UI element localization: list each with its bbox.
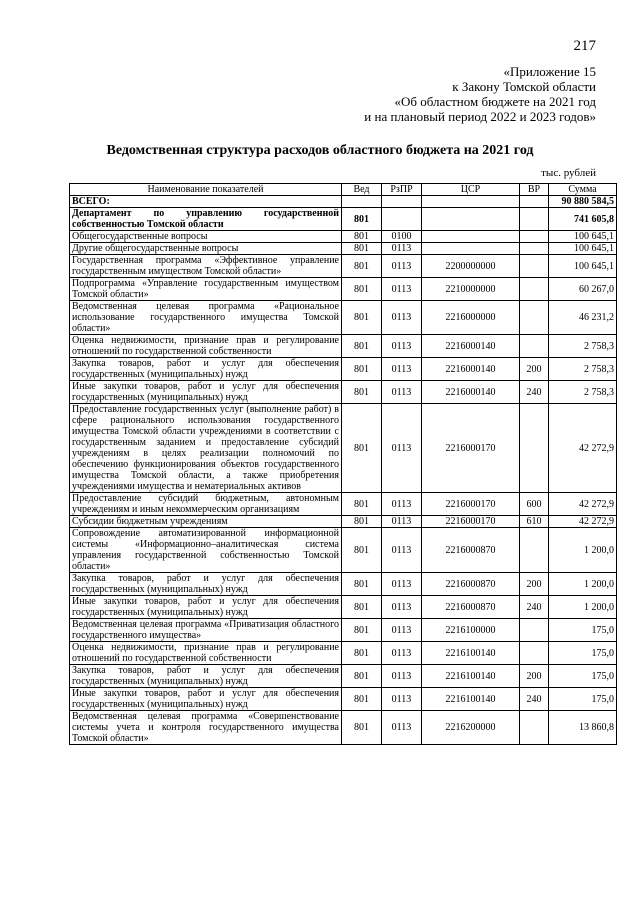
cell-csr: 2216000000 — [422, 301, 520, 335]
cell-ved: 801 — [342, 619, 382, 642]
cell-rzpr: 0113 — [382, 381, 422, 404]
cell-ved: 801 — [342, 208, 382, 231]
cell-rzpr: 0113 — [382, 711, 422, 745]
cell-rzpr: 0113 — [382, 243, 422, 255]
table-row — [70, 335, 617, 358]
cell-ved: 801 — [342, 243, 382, 255]
table-row — [70, 243, 617, 255]
cell-ved: 801 — [342, 688, 382, 711]
cell-vr — [520, 335, 549, 358]
cell-vr — [520, 231, 549, 243]
cell-name: Закупка товаров, работ и услуг для обеспечения государственных (муниципальных) нужд — [70, 358, 342, 381]
cell-ved: 801 — [342, 493, 382, 516]
cell-rzpr: 0113 — [382, 642, 422, 665]
cell-ved: 801 — [342, 301, 382, 335]
cell-csr: 2216000870 — [422, 573, 520, 596]
cell-ved: 801 — [342, 404, 382, 493]
cell-rzpr: 0100 — [382, 231, 422, 243]
cell-rzpr: 0113 — [382, 255, 422, 278]
cell-csr: 2200000000 — [422, 255, 520, 278]
cell-vr: 240 — [520, 596, 549, 619]
cell-name: Общегосударственные вопросы — [70, 231, 342, 243]
cell-vr — [520, 619, 549, 642]
cell-ved: 801 — [342, 278, 382, 301]
cell-ved: 801 — [342, 642, 382, 665]
cell-csr: 2216100140 — [422, 665, 520, 688]
cell-vr: 200 — [520, 358, 549, 381]
cell-rzpr: 0113 — [382, 278, 422, 301]
cell-rzpr: 0113 — [382, 688, 422, 711]
cell-vr: 240 — [520, 688, 549, 711]
table-row — [70, 381, 617, 404]
cell-rzpr: 0113 — [382, 516, 422, 528]
cell-ved: 801 — [342, 573, 382, 596]
cell-name: Иные закупки товаров, работ и услуг для обеспечения государственных (муниципальных) нужд — [70, 381, 342, 404]
page-number: 217 — [573, 38, 596, 54]
cell-rzpr: 0113 — [382, 301, 422, 335]
table-row — [70, 231, 617, 243]
cell-csr: 2216000170 — [422, 493, 520, 516]
cell-sum: 175,0 — [549, 619, 617, 642]
cell-sum: 1 200,0 — [549, 573, 617, 596]
cell-vr: 240 — [520, 381, 549, 404]
cell-vr — [520, 642, 549, 665]
appendix-header — [364, 64, 596, 124]
table-row — [70, 278, 617, 301]
table-row — [70, 404, 617, 493]
cell-csr — [422, 208, 520, 231]
header-name: Наименование показателей — [70, 184, 342, 196]
cell-sum: 42 272,9 — [549, 493, 617, 516]
cell-ved: 801 — [342, 528, 382, 573]
appendix-line: и на плановый период 2022 и 2023 годов» — [364, 109, 596, 124]
cell-rzpr: 0113 — [382, 358, 422, 381]
cell-name: Оценка недвижимости, признание прав и регулирование отношений по государственной собственности — [70, 642, 342, 665]
cell-vr: 600 — [520, 493, 549, 516]
cell-sum: 42 272,9 — [549, 404, 617, 493]
cell-name: Закупка товаров, работ и услуг для обеспечения государственных (муниципальных) нужд — [70, 665, 342, 688]
table-row — [70, 196, 617, 208]
table-row — [70, 642, 617, 665]
cell-vr — [520, 208, 549, 231]
cell-csr: 2216100140 — [422, 642, 520, 665]
cell-name: Предоставление государственных услуг (выполнение работ) в сфере рационального использования государственного имущества Томской области учреждениями в соответствии с государственным заданием и предоставление субсидий учреждениям в целях реализации полномочий по обеспечению функционирования объектов государственного имущества Томской области, а также приобретения учреждениями имущества и нематериальных активов — [70, 404, 342, 493]
cell-name: Ведомственная целевая программа «Приватизация областного государственного имущества» — [70, 619, 342, 642]
cell-csr: 2216000870 — [422, 596, 520, 619]
cell-ved: 801 — [342, 596, 382, 619]
cell-sum: 1 200,0 — [549, 528, 617, 573]
header-row — [70, 184, 617, 196]
cell-ved — [342, 196, 382, 208]
cell-ved: 801 — [342, 516, 382, 528]
cell-sum: 175,0 — [549, 665, 617, 688]
appendix-line: «Приложение 15 — [503, 64, 596, 79]
units-label: тыс. рублей — [541, 167, 596, 179]
cell-vr — [520, 196, 549, 208]
cell-name: Субсидии бюджетным учреждениям — [70, 516, 342, 528]
cell-name: Предоставление субсидий бюджетным, автономным учреждениям и иным некоммерческим организациям — [70, 493, 342, 516]
cell-csr: 2216000140 — [422, 358, 520, 381]
cell-ved: 801 — [342, 335, 382, 358]
cell-rzpr: 0113 — [382, 335, 422, 358]
header-vr: ВР — [520, 184, 549, 196]
cell-rzpr: 0113 — [382, 596, 422, 619]
cell-sum: 2 758,3 — [549, 335, 617, 358]
header-sum: Сумма — [549, 184, 617, 196]
cell-rzpr: 0113 — [382, 619, 422, 642]
table-row — [70, 208, 617, 231]
cell-vr — [520, 278, 549, 301]
cell-csr: 2216100000 — [422, 619, 520, 642]
cell-sum: 100 645,1 — [549, 243, 617, 255]
cell-sum: 13 860,8 — [549, 711, 617, 745]
cell-rzpr: 0113 — [382, 528, 422, 573]
appendix-line: «Об областном бюджете на 2021 год — [394, 94, 596, 109]
cell-name: Департамент по управлению государственной собственностью Томской области — [70, 208, 342, 231]
cell-name: Ведомственная целевая программа «Рациональное использование государственного имущества Томской области» — [70, 301, 342, 335]
cell-sum: 100 645,1 — [549, 231, 617, 243]
cell-rzpr: 0113 — [382, 573, 422, 596]
table-row — [70, 493, 617, 516]
cell-sum: 175,0 — [549, 688, 617, 711]
cell-rzpr — [382, 196, 422, 208]
table-row — [70, 573, 617, 596]
document-title: Ведомственная структура расходов областного бюджета на 2021 год — [106, 143, 534, 158]
cell-csr: 2216000170 — [422, 516, 520, 528]
cell-sum: 175,0 — [549, 642, 617, 665]
cell-name: Сопровождение автоматизированной информационной системы «Информационно–аналитическая система управления государственной собственностью Томской области» — [70, 528, 342, 573]
cell-name: Закупка товаров, работ и услуг для обеспечения государственных (муниципальных) нужд — [70, 573, 342, 596]
cell-csr: 2216000170 — [422, 404, 520, 493]
cell-ved: 801 — [342, 358, 382, 381]
cell-name: Иные закупки товаров, работ и услуг для обеспечения государственных (муниципальных) нужд — [70, 688, 342, 711]
table-row — [70, 596, 617, 619]
cell-vr — [520, 301, 549, 335]
cell-rzpr: 0113 — [382, 665, 422, 688]
cell-name: ВСЕГО: — [70, 196, 342, 208]
header-ved: Вед — [342, 184, 382, 196]
budget-table — [69, 183, 617, 745]
cell-vr — [520, 404, 549, 493]
table-body — [70, 196, 617, 745]
cell-name: Подпрограмма «Управление государственным имуществом Томской области» — [70, 278, 342, 301]
cell-ved: 801 — [342, 381, 382, 404]
cell-sum: 2 758,3 — [549, 358, 617, 381]
cell-sum: 741 605,8 — [549, 208, 617, 231]
cell-vr: 200 — [520, 665, 549, 688]
cell-sum: 100 645,1 — [549, 255, 617, 278]
cell-ved: 801 — [342, 711, 382, 745]
cell-vr — [520, 255, 549, 278]
header-rzpr: РзПР — [382, 184, 422, 196]
table-row — [70, 711, 617, 745]
table-row — [70, 255, 617, 278]
cell-name: Иные закупки товаров, работ и услуг для обеспечения государственных (муниципальных) нужд — [70, 596, 342, 619]
cell-sum: 2 758,3 — [549, 381, 617, 404]
cell-sum: 46 231,2 — [549, 301, 617, 335]
cell-csr: 2216000140 — [422, 381, 520, 404]
cell-name: Ведомственная целевая программа «Совершенствование системы учета и контроля государственного имущества Томской области» — [70, 711, 342, 745]
cell-vr: 200 — [520, 573, 549, 596]
cell-vr: 610 — [520, 516, 549, 528]
cell-name: Оценка недвижимости, признание прав и регулирование отношений по государственной собственности — [70, 335, 342, 358]
cell-sum: 1 200,0 — [549, 596, 617, 619]
cell-rzpr: 0113 — [382, 404, 422, 493]
cell-rzpr: 0113 — [382, 493, 422, 516]
cell-csr: 2216200000 — [422, 711, 520, 745]
cell-sum: 42 272,9 — [549, 516, 617, 528]
cell-csr: 2210000000 — [422, 278, 520, 301]
header-csr: ЦСР — [422, 184, 520, 196]
cell-csr — [422, 231, 520, 243]
table-row — [70, 516, 617, 528]
table-row — [70, 665, 617, 688]
table-row — [70, 358, 617, 381]
cell-csr — [422, 243, 520, 255]
table-header — [70, 184, 617, 196]
cell-vr — [520, 711, 549, 745]
table-row — [70, 688, 617, 711]
cell-csr: 2216000140 — [422, 335, 520, 358]
cell-ved: 801 — [342, 231, 382, 243]
table-row — [70, 528, 617, 573]
cell-name: Другие общегосударственные вопросы — [70, 243, 342, 255]
cell-csr — [422, 196, 520, 208]
table-row — [70, 619, 617, 642]
cell-sum: 60 267,0 — [549, 278, 617, 301]
cell-csr: 2216000870 — [422, 528, 520, 573]
cell-sum: 90 880 584,5 — [549, 196, 617, 208]
cell-csr: 2216100140 — [422, 688, 520, 711]
cell-vr — [520, 243, 549, 255]
appendix-line: к Закону Томской области — [452, 79, 596, 94]
table-row — [70, 301, 617, 335]
cell-name: Государственная программа «Эффективное управление государственным имуществом Томской области» — [70, 255, 342, 278]
cell-ved: 801 — [342, 255, 382, 278]
cell-ved: 801 — [342, 665, 382, 688]
cell-vr — [520, 528, 549, 573]
cell-rzpr — [382, 208, 422, 231]
